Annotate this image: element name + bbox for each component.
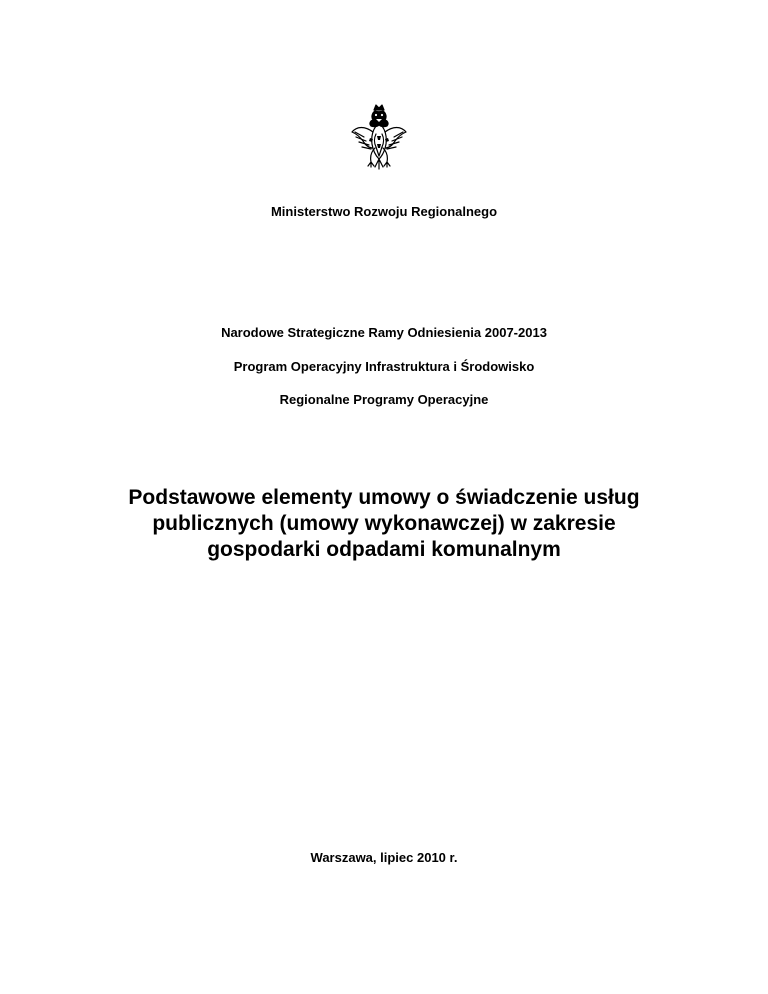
framework-title: Narodowe Strategiczne Ramy Odniesienia 2007-2013 [221,325,547,340]
document-title-line: publicznych (umowy wykonawczej) w zakresie [152,512,616,535]
document-title-line: Podstawowe elementy umowy o świadczenie usług [128,486,640,509]
program-line: Regionalne Programy Operacyjne [279,392,489,407]
polish-eagle-emblem-icon [346,101,412,171]
program-line: Program Operacyjny Infrastruktura i Środowisko [233,359,535,374]
ministry-name: Ministerstwo Rozwoju Regionalnego [270,204,498,219]
document-title-line: gospodarki odpadami komunalnym [207,538,561,561]
place-date: Warszawa, lipiec 2010 r. [310,850,458,865]
document-title [84,485,684,563]
